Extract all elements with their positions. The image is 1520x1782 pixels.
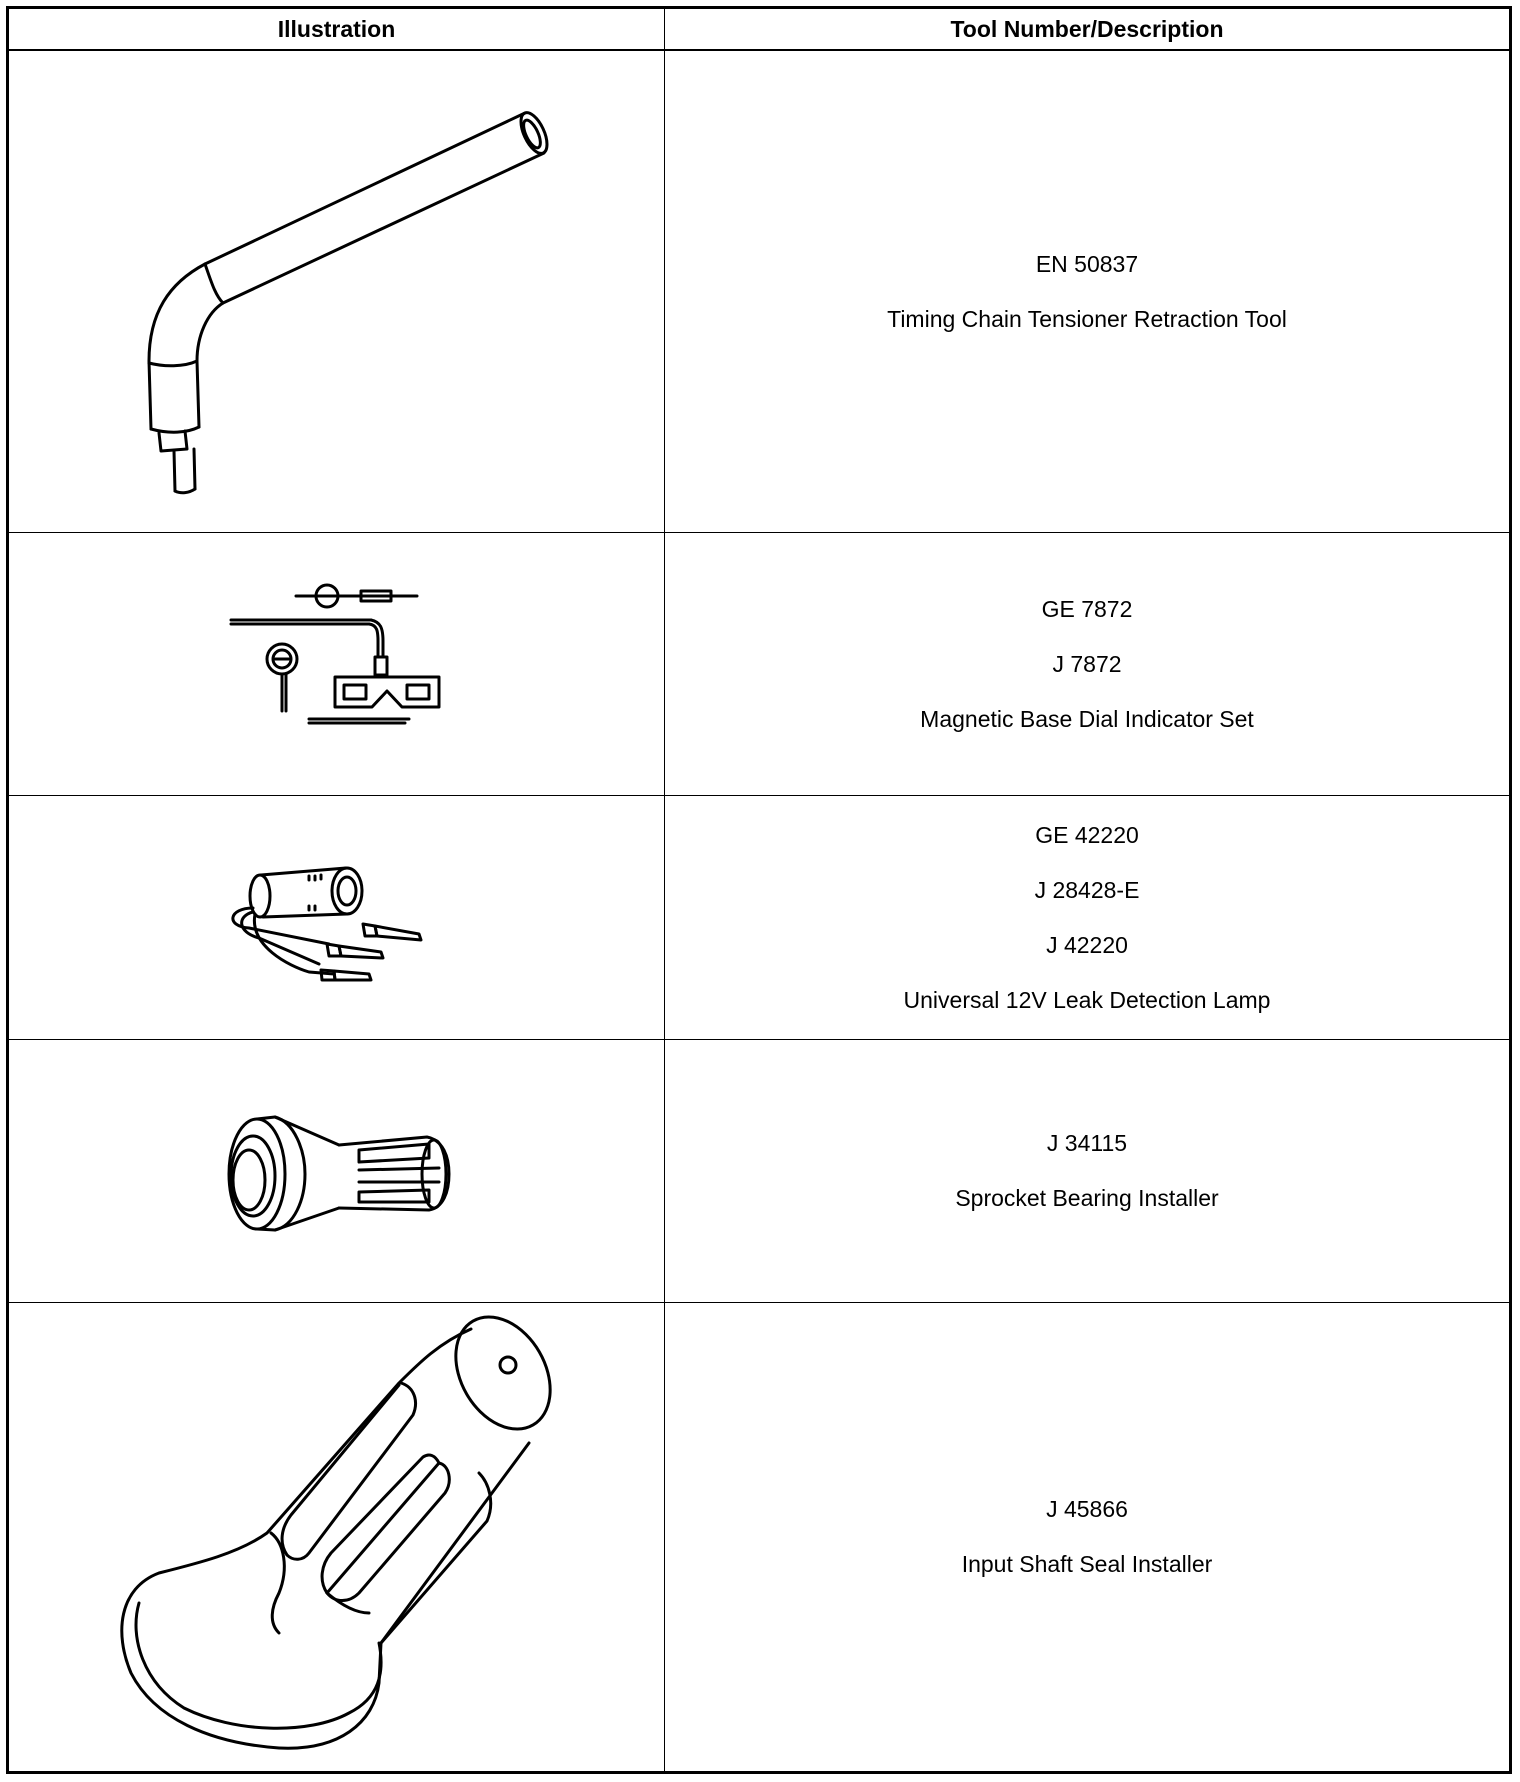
tool-number: EN 50837 bbox=[1035, 250, 1139, 277]
table-row bbox=[9, 533, 1509, 796]
tool-description: Sprocket Bearing Installer bbox=[955, 1185, 1219, 1211]
description-cell bbox=[665, 51, 1509, 532]
leak-detection-lamp-icon bbox=[9, 796, 664, 1040]
table-row bbox=[9, 1303, 1509, 1771]
tool-number: J 34115 bbox=[1046, 1130, 1128, 1156]
illustration-cell bbox=[9, 796, 664, 1039]
illustration-cell bbox=[9, 1303, 664, 1771]
tool-description: Magnetic Base Dial Indicator Set bbox=[920, 705, 1254, 732]
illustration-cell bbox=[9, 533, 664, 795]
tool-number: J 45866 bbox=[1046, 1496, 1128, 1522]
illustration-cell bbox=[9, 51, 664, 532]
tool-number: GE 7872 bbox=[1041, 595, 1133, 622]
tool-number: GE 42220 bbox=[1035, 821, 1139, 848]
tool-number: J 42220 bbox=[1046, 931, 1128, 958]
dial-indicator-set-icon bbox=[9, 533, 664, 796]
table-row bbox=[9, 1040, 1509, 1303]
tool-description: Input Shaft Seal Installer bbox=[961, 1551, 1213, 1577]
header-illustration: Illustration bbox=[277, 16, 396, 42]
description-cell bbox=[665, 796, 1509, 1039]
bearing-installer-icon bbox=[9, 1040, 664, 1303]
table-header bbox=[9, 9, 1509, 51]
description-cell bbox=[665, 1303, 1509, 1771]
table-row bbox=[9, 51, 1509, 533]
header-description: Tool Number/Description bbox=[950, 16, 1224, 42]
retraction-tool-icon bbox=[9, 51, 664, 533]
tool-number: J 28428-E bbox=[1034, 876, 1140, 903]
table-row bbox=[9, 796, 1509, 1040]
tool-number: J 7872 bbox=[1052, 650, 1122, 677]
tool-table bbox=[6, 6, 1512, 1774]
illustration-cell bbox=[9, 1040, 664, 1302]
description-cell bbox=[665, 533, 1509, 795]
description-cell bbox=[665, 1040, 1509, 1302]
tool-description: Universal 12V Leak Detection Lamp bbox=[903, 986, 1271, 1013]
seal-installer-icon bbox=[9, 1303, 664, 1771]
tool-description: Timing Chain Tensioner Retraction Tool bbox=[887, 305, 1287, 332]
